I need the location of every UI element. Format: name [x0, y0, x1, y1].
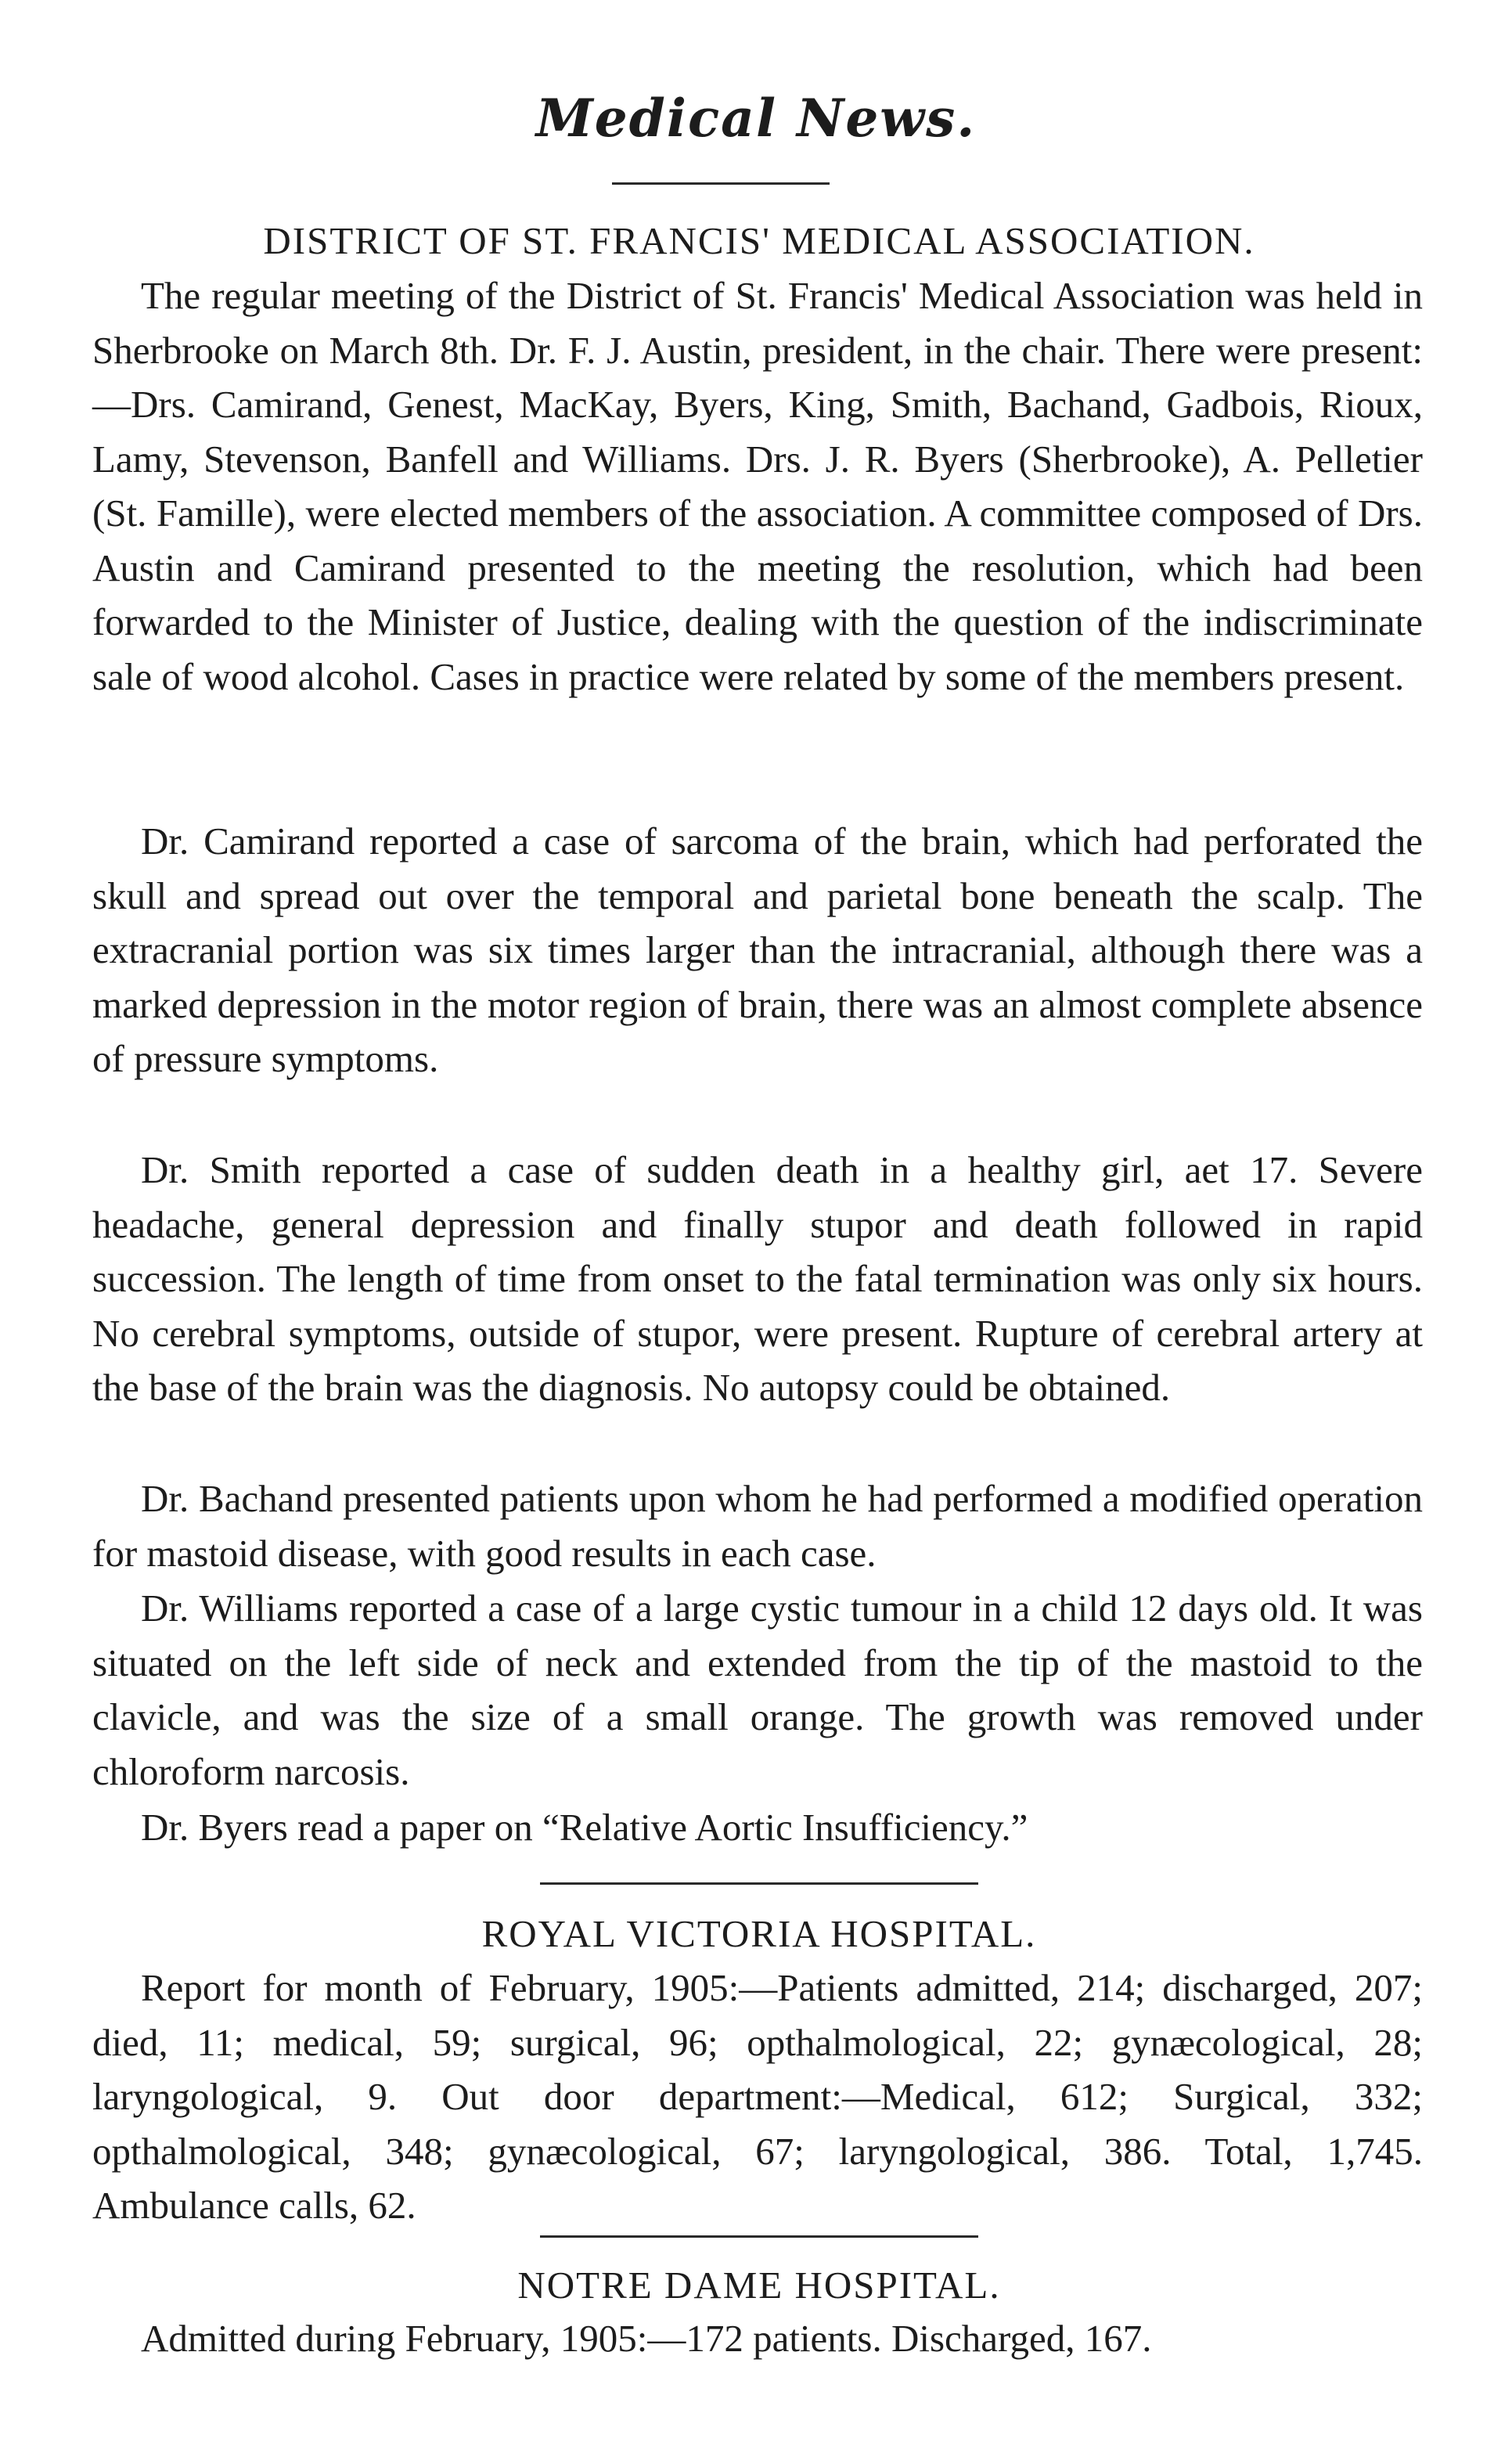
paragraph-bachand-report: Dr. Bachand presented patients upon whom he had performed a modified operation for mastoid disease, with good results in each case.: [92, 1477, 1423, 1575]
section-heading-notre-dame: NOTRE DAME HOSPITAL.: [517, 2264, 1001, 2307]
paragraph-regular-meeting: The regular meeting of the District of St. Francis' Medical Association was held in Sherbrooke on March 8th. Dr. F. J. Austin, president, in the chair. There were present:—Drs. Camirand, Genest, MacKay, Byers, King, Smith, Bachand, Gadbois, Rioux, Lamy, Stevenson, Banfell and Williams. Drs. J. R. Byers (Sherbrooke), A. Pelletier (St. Famille), were elected members of the association. A committee composed of Drs. Austin and Camirand presented to the meeting the resolution, which had been forwarded to the Minister of Justice, dealing with the question of the indiscriminate sale of wood alcohol. Cases in practice were related by some of the members present.: [92, 274, 1423, 698]
masthead-rule: [612, 182, 830, 185]
section-divider-1: [540, 1882, 978, 1885]
section-divider-2: [540, 2235, 978, 2238]
paragraph-byers-paper: Dr. Byers read a paper on “Relative Aortic Insufficiency.”: [141, 1806, 1028, 1849]
section-heading-st-francis: DISTRICT OF ST. FRANCIS' MEDICAL ASSOCIATION.: [263, 219, 1255, 262]
paragraph-smith-report: Dr. Smith reported a case of sudden death in a healthy girl, aet 17. Severe headache, general depression and finally stupor and death followed in rapid succession. The length of time from onset to the fatal termination was only six hours. No cerebral symptoms, outside of stupor, were present. Rupture of cerebral artery at the base of the brain was the diagnosis. No autopsy could be obtained.: [92, 1148, 1423, 1409]
section-heading-royal-victoria: ROYAL VICTORIA HOSPITAL.: [481, 1912, 1037, 1955]
paragraph-royal-victoria-report: Report for month of February, 1905:—Patients admitted, 214; discharged, 207; died, 11; medical, 59; surgical, 96; opthalmological, 22; gynæcological, 28; laryngological, 9. Out door department:—Medical, 612; Surgical, 332; opthalmological, 348; gynæcological, 67; laryngological, 386. Total, 1,745. Ambulance calls, 62.: [92, 1966, 1423, 2227]
masthead-title: Medical News.: [535, 88, 977, 149]
paragraph-williams-report: Dr. Williams reported a case of a large cystic tumour in a child 12 days old. It was situated on the left side of neck and extended from the tip of the mastoid to the clavicle, and was the size of a small orange. The growth was removed under chloroform narcosis.: [92, 1587, 1423, 1793]
paragraph-camirand-report: Dr. Camirand reported a case of sarcoma of the brain, which had perforated the skull and spread out over the temporal and parietal bone beneath the scalp. The extracranial portion was six times larger than the intracranial, although there was a marked depression in the motor region of brain, there was an almost complete absence of pressure symptoms.: [92, 819, 1423, 1080]
paragraph-notre-dame-report: Admitted during February, 1905:—172 patients. Discharged, 167.: [141, 2317, 1152, 2360]
